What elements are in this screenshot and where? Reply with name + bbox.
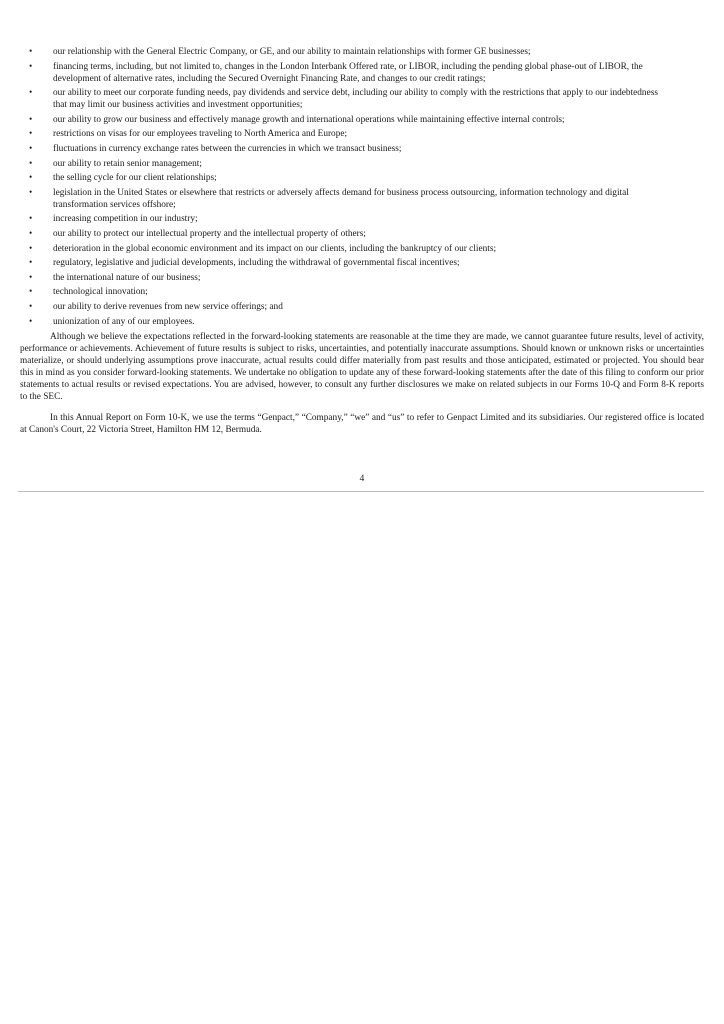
list-item <box>20 286 704 298</box>
list-item-text: increasing competition in our industry; <box>53 214 198 225</box>
list-item <box>20 257 704 269</box>
list-item <box>20 46 704 58</box>
list-item <box>20 158 704 170</box>
list-item-text: legislation in the United States or elsewhere that restricts or adversely affects demand for business process outsourcing, information technology and digital transformation services offshore; <box>53 187 629 210</box>
list-item-text: our ability to meet our corporate funding needs, pay dividends and service debt, including our ability to comply with the restrictions that apply to our indebtedness that may limit our business activities and investment opportunities; <box>53 88 658 111</box>
bullet-icon: • <box>29 158 33 169</box>
list-item-text: fluctuations in currency exchange rates between the currencies in which we transact business; <box>53 143 402 154</box>
risk-factor-list <box>20 46 704 328</box>
forward-looking-paragraph: Although we believe the expectations reflected in the forward-looking statements are reasonable at the time they are made, we cannot guarantee future results, level of activity, performance or achievements. Achievement of future results is subject to risks, uncertainties, and potentially inaccurate assumptions. Should known or unknown risks or uncertainties materialize, or should underlying assumptions prove inaccurate, actual results could differ materially from past results and those anticipated, estimated or projected. You should bear this in mind as you consider forward-looking statements. We undertake no obligation to update any of these forward-looking statements after the date of this filing to conform our prior statements to actual results or revised expectations. You are advised, however, to consult any further disclosures we make on related subjects in our Forms 10-Q and Form 8-K reports to the SEC. <box>20 331 704 402</box>
list-item-text: deterioration in the global economic environment and its impact on our clients, including the bankruptcy of our clients; <box>53 243 497 254</box>
bullet-icon: • <box>29 187 33 198</box>
list-item <box>20 61 704 85</box>
bullet-icon: • <box>29 143 33 154</box>
list-item <box>20 87 704 111</box>
list-item-text: our ability to grow our business and effectively manage growth and international operations while maintaining effective internal controls; <box>53 114 565 125</box>
bullet-icon: • <box>29 88 33 99</box>
page-divider <box>18 491 704 492</box>
list-item-text: restrictions on visas for our employees traveling to North America and Europe; <box>53 129 348 140</box>
list-item <box>20 272 704 284</box>
bullet-icon: • <box>29 243 33 254</box>
bullet-icon: • <box>29 214 33 225</box>
bullet-icon: • <box>29 316 33 327</box>
bullet-icon: • <box>29 258 33 269</box>
list-item-text: financing terms, including, but not limited to, changes in the London Interbank Offered rate, or LIBOR, including the pending global phase-out of LIBOR, the development of alternative rates, including the Secured Overnight Financing Rate, and changes to our credit ratings; <box>53 61 643 84</box>
bullet-icon: • <box>29 173 33 184</box>
document-page <box>20 46 704 436</box>
bullet-icon: • <box>29 287 33 298</box>
list-item <box>20 213 704 225</box>
list-item <box>20 228 704 240</box>
list-item-text: regulatory, legislative and judicial developments, including the withdrawal of governmental fiscal incentives; <box>53 258 460 269</box>
list-item <box>20 187 704 211</box>
list-item <box>20 301 704 313</box>
bullet-icon: • <box>29 47 33 57</box>
list-item <box>20 128 704 140</box>
list-item <box>20 172 704 184</box>
list-item <box>20 316 704 328</box>
list-item <box>20 243 704 255</box>
list-item-text: unionization of any of our employees. <box>53 316 195 327</box>
list-item-text: our ability to retain senior management; <box>53 158 202 169</box>
list-item-text: our relationship with the General Electric Company, or GE, and our ability to maintain relationships with former GE businesses; <box>53 47 531 57</box>
list-item <box>20 114 704 126</box>
list-item-text: our ability to derive revenues from new service offerings; and <box>53 301 283 312</box>
list-item-text: the international nature of our business; <box>53 272 201 283</box>
list-item-text: technological innovation; <box>53 287 148 298</box>
bullet-icon: • <box>29 129 33 140</box>
bullet-icon: • <box>29 272 33 283</box>
list-item-text: the selling cycle for our client relationships; <box>53 173 217 184</box>
list-item-text: our ability to protect our intellectual property and the intellectual property of others; <box>53 228 366 239</box>
bullet-icon: • <box>29 301 33 312</box>
list-item <box>20 143 704 155</box>
bullet-icon: • <box>29 61 33 72</box>
bullet-icon: • <box>29 114 33 125</box>
terms-paragraph: In this Annual Report on Form 10-K, we use the terms “Genpact,” “Company,” “we” and “us” to refer to Genpact Limited and its subsidiaries. Our registered office is located at Canon's Court, 22 Victoria Street, Hamilton HM 12, Bermuda. <box>20 412 704 435</box>
bullet-icon: • <box>29 228 33 239</box>
page-number: 4 <box>359 474 365 484</box>
